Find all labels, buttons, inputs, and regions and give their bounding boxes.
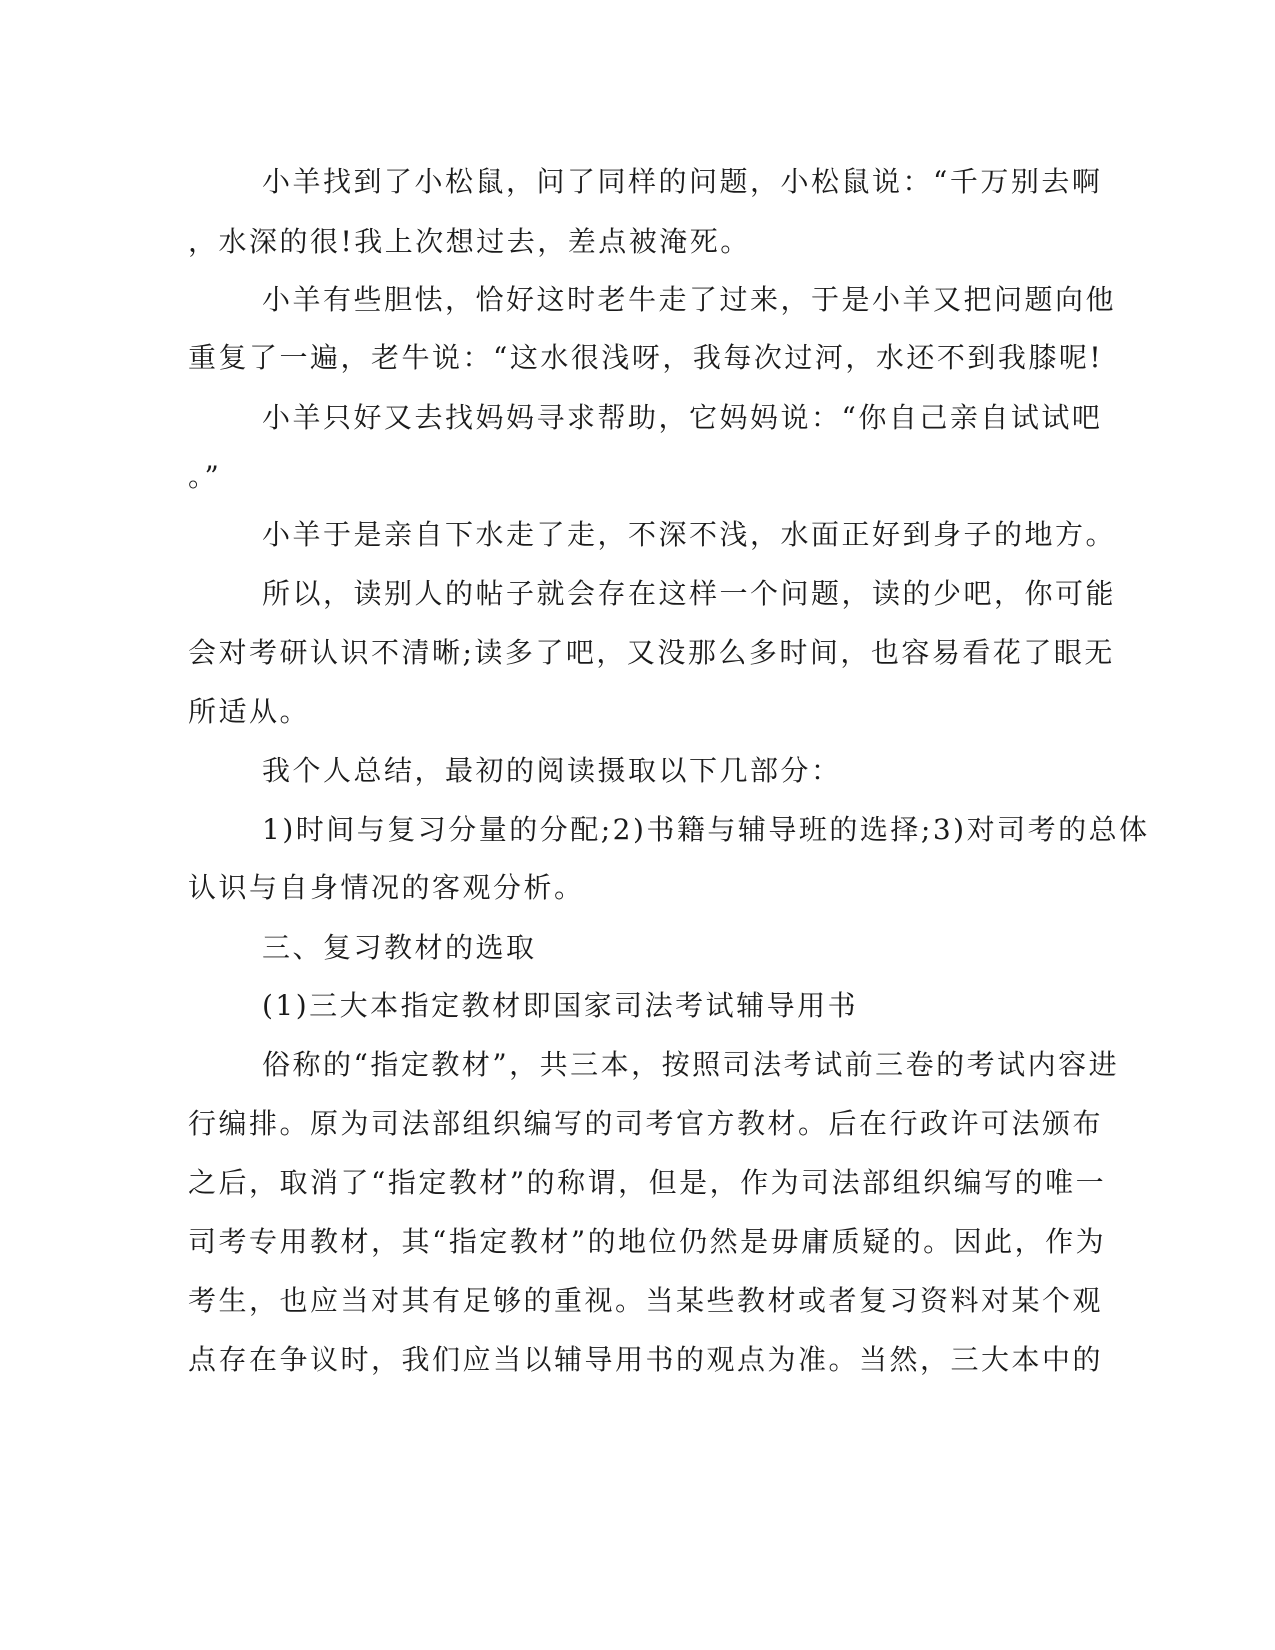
text-line: 所以，读别人的帖子就会存在这样一个问题，读的少吧，你可能 <box>262 577 1117 610</box>
text-line: 俗称的“指定教材”，共三本，按照司法考试前三卷的考试内容进 <box>262 1048 1120 1081</box>
text-line: 。” <box>188 460 222 493</box>
text-line: 司考专用教材，其“指定教材”的地位仍然是毋庸质疑的。因此，作为 <box>188 1225 1107 1258</box>
text-line: 1)时间与复习分量的分配;2)书籍与辅导班的选择;3)对司考的总体 <box>262 813 1150 846</box>
text-line: 我个人总结，最初的阅读摄取以下几部分： <box>262 754 842 787</box>
text-line: ，水深的很!我上次想过去，差点被淹死。 <box>188 225 751 258</box>
text-line: 所适从。 <box>188 695 311 728</box>
text-line: 重复了一遍，老牛说：“这水很浅呀，我每次过河，水还不到我膝呢! <box>188 341 1104 374</box>
text-line: 小羊于是亲自下水走了走，不深不浅，水面正好到身子的地方。 <box>262 518 1117 551</box>
text-line: 小羊找到了小松鼠，问了同样的问题，小松鼠说：“千万别去啊 <box>262 165 1103 198</box>
text-line: 点存在争议时，我们应当以辅导用书的观点为准。当然，三大本中的 <box>188 1343 1104 1376</box>
text-line: 考生，也应当对其有足够的重视。当某些教材或者复习资料对某个观 <box>188 1284 1104 1317</box>
text-line: 行编排。原为司法部组织编写的司考官方教材。后在行政许可法颁布 <box>188 1107 1104 1140</box>
text-line: 会对考研认识不清晰;读多了吧，又没那么多时间，也容易看花了眼无 <box>188 636 1115 669</box>
text-line: 小羊有些胆怯，恰好这时老牛走了过来，于是小羊又把问题向他 <box>262 283 1117 316</box>
section-heading: 三、复习教材的选取 <box>262 931 537 964</box>
text-line: 之后，取消了“指定教材”的称谓，但是，作为司法部组织编写的唯一 <box>188 1166 1107 1199</box>
text-line: 认识与自身情况的客观分析。 <box>188 871 585 904</box>
text-line: 小羊只好又去找妈妈寻求帮助，它妈妈说：“你自己亲自试试吧 <box>262 401 1103 434</box>
subsection-heading: (1)三大本指定教材即国家司法考试辅导用书 <box>262 989 859 1022</box>
